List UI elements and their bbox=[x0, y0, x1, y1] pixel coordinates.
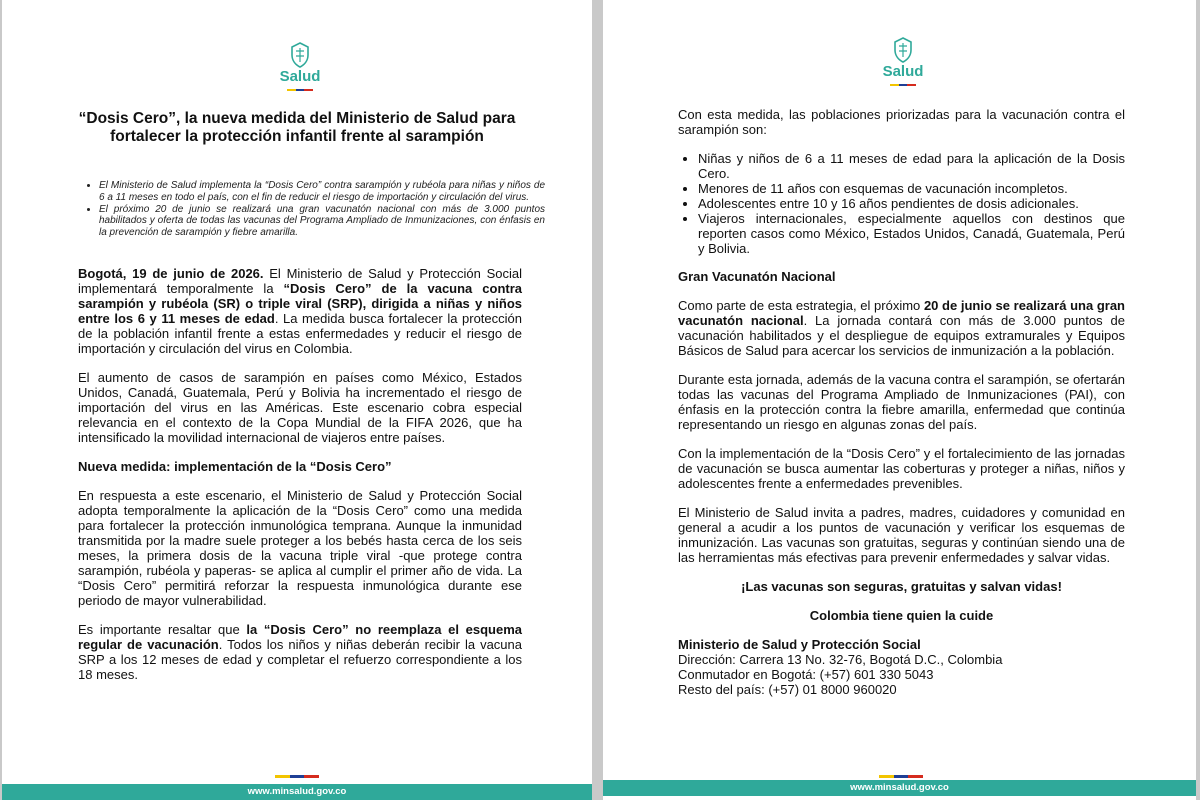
footer-flag bbox=[879, 775, 923, 778]
document-page-1 bbox=[2, 0, 592, 800]
paragraph-text: . La jornada contará con más de 3.000 puntos de vacunación habilitados y el despliegue de equipos extramurales y Equipos Básicos de Salud para acercar los servicios de inmunización a la población. bbox=[678, 313, 1125, 358]
paragraph-text: . Todos los niños y niñas deberán recibir la vacuna SRP a los 12 meses de edad y completar el refuerzo correspondiente a los 18 meses. bbox=[78, 637, 522, 682]
slogan: Colombia tiene quien la cuide bbox=[809, 608, 994, 623]
slogan: ¡Las vacunas son seguras, gratuitas y salvan vidas! bbox=[741, 579, 1062, 594]
contact-org-name: Ministerio de Salud y Protección Social bbox=[678, 637, 921, 652]
section-heading: Nueva medida: implementación de la “Dosis Cero” bbox=[78, 459, 392, 474]
paragraph: Durante esta jornada, además de la vacuna contra el sarampión, se ofertarán todas las vacunas del Programa Ampliado de Inmunizaciones (PAI), con énfasis en la protección contra la fiebre amarilla, enfermedad que continúa representando un riesgo en algunas zonas del país. bbox=[678, 372, 1125, 432]
paragraph: El Ministerio de Salud invita a padres, madres, cuidadores y comunidad en general a acudir a los puntos de vacunación y verificar los esquemas de inmunización. Las vacunas son gratuitas, seguras y continúan siendo una de las herramientas más efectivas para prevenir enfermedades y salvar vidas. bbox=[678, 505, 1125, 565]
paragraph-bold: “Dosis Cero” de la vacuna contra sarampión y rubéola (SR) o triple viral (SRP), dirigida a niñas y niños entre los 6 y 11 meses de edad bbox=[78, 281, 522, 326]
logo-flag bbox=[287, 89, 313, 91]
priority-list bbox=[678, 151, 1125, 256]
footer-url-bar[interactable]: www.minsalud.gov.co bbox=[2, 784, 592, 800]
paragraph-text: . La medida busca fortalecer la protección de la población infantil frente a estas enfermedades y reducir el riesgo de importación y circulación del virus en Colombia. bbox=[78, 311, 522, 356]
shield-crest-icon bbox=[893, 37, 913, 63]
salud-logo bbox=[868, 37, 938, 86]
logo-text: Salud bbox=[279, 68, 321, 85]
summary-item: • El Ministerio de Salud implementa la “Dosis Cero” contra sarampión y rubéola para niñas y niños de 6 a 11 meses en todo el país, con el fin de reducir el riesgo de importación y circulación del virus. bbox=[99, 180, 545, 204]
paragraph bbox=[678, 298, 1125, 358]
paragraph: Con esta medida, las poblaciones priorizadas para la vacunación contra el sarampión son: bbox=[678, 107, 1125, 137]
paragraph: El aumento de casos de sarampión en países como México, Estados Unidos, Canadá, Guatemala, Perú y Bolivia ha incrementado el riesgo de importación del virus en las Américas. Este escenario cobra especial relevancia en el contexto de la Copa Mundial de la FIFA 2026, que ha intensificado la movilidad internacional de viajeros entre países. bbox=[78, 370, 522, 445]
paragraph-bold: la “Dosis Cero” no reemplaza el esquema regular de vacunación bbox=[78, 622, 522, 652]
document-page-2 bbox=[603, 0, 1196, 800]
list-item: • Niñas y niños de 6 a 11 meses de edad para la aplicación de la Dosis Cero. bbox=[698, 151, 1125, 181]
paragraph-text: El Ministerio de Salud y Protección Social implementará temporalmente la bbox=[78, 266, 522, 296]
page-2-body bbox=[678, 107, 1125, 697]
contact-org bbox=[678, 637, 1125, 652]
dateline: Bogotá, 19 de junio de 2026. bbox=[78, 266, 264, 281]
section-heading: Gran Vacunatón Nacional bbox=[678, 269, 836, 284]
summary-item: • El próximo 20 de junio se realizará una gran vacunatón nacional con más de 3.000 puntos habilitados y oferta de todas las vacunas del Programa Ampliado de Inmunizaciones, con énfasis en la prevención de sarampión y fiebre amarilla. bbox=[99, 204, 545, 239]
contact-phone-bogota: Conmutador en Bogotá: (+57) 601 330 5043 bbox=[678, 667, 934, 682]
contact-block bbox=[678, 637, 1125, 697]
footer-flag bbox=[275, 775, 319, 778]
paragraph-bold: 20 de junio se realizará una gran vacunatón nacional bbox=[678, 298, 1125, 328]
contact-address: Dirección: Carrera 13 No. 32-76, Bogotá D.C., Colombia bbox=[678, 652, 1003, 667]
paragraph-text: Como parte de esta estrategia, el próximo bbox=[678, 298, 924, 313]
logo-text: Salud bbox=[882, 63, 924, 80]
paragraph bbox=[78, 266, 522, 356]
paragraph bbox=[78, 622, 522, 682]
salud-logo bbox=[265, 42, 335, 91]
paragraph: Con la implementación de la “Dosis Cero” y el fortalecimiento de las jornadas de vacunación se busca aumentar las coberturas y proteger a niñas, niños y adolescentes frente a enfermedades prevenibles. bbox=[678, 446, 1125, 491]
paragraph-text: Es importante resaltar que bbox=[78, 622, 247, 637]
list-item: • Viajeros internacionales, especialmente aquellos con destinos que reporten casos como México, Estados Unidos, Canadá, Guatemala, Perú y Bolivia. bbox=[698, 211, 1125, 256]
footer-url-bar[interactable]: www.minsalud.gov.co bbox=[603, 780, 1196, 796]
page-1-body bbox=[78, 266, 522, 696]
paragraph: En respuesta a este escenario, el Ministerio de Salud y Protección Social adopta temporalmente la aplicación de la “Dosis Cero” como una medida para fortalecer la protección inmunológica temprana. Aunque la inmunidad transmitida por la madre suele proteger a los bebés hasta cerca de los seis meses, la primera dosis de la vacuna triple viral -que protege contra sarampión, rubéola y paperas- se aplica al cumplir el primer año de vida. La “Dosis Cero” permitirá reforzar la respuesta inmunológica durante ese periodo de mayor vulnerabilidad. bbox=[78, 488, 522, 608]
logo-flag bbox=[890, 84, 916, 86]
list-item: • Menores de 11 años con esquemas de vacunación incompletos. bbox=[698, 181, 1125, 196]
page-title: “Dosis Cero”, la nueva medida del Ministerio de Salud para fortalecer la protección infantil frente al sarampión bbox=[78, 110, 516, 145]
shield-crest-icon bbox=[290, 42, 310, 68]
list-item: • Adolescentes entre 10 y 16 años pendientes de dosis adicionales. bbox=[698, 196, 1125, 211]
summary-list bbox=[82, 180, 545, 239]
contact-phone-country: Resto del país: (+57) 01 8000 960020 bbox=[678, 682, 897, 697]
